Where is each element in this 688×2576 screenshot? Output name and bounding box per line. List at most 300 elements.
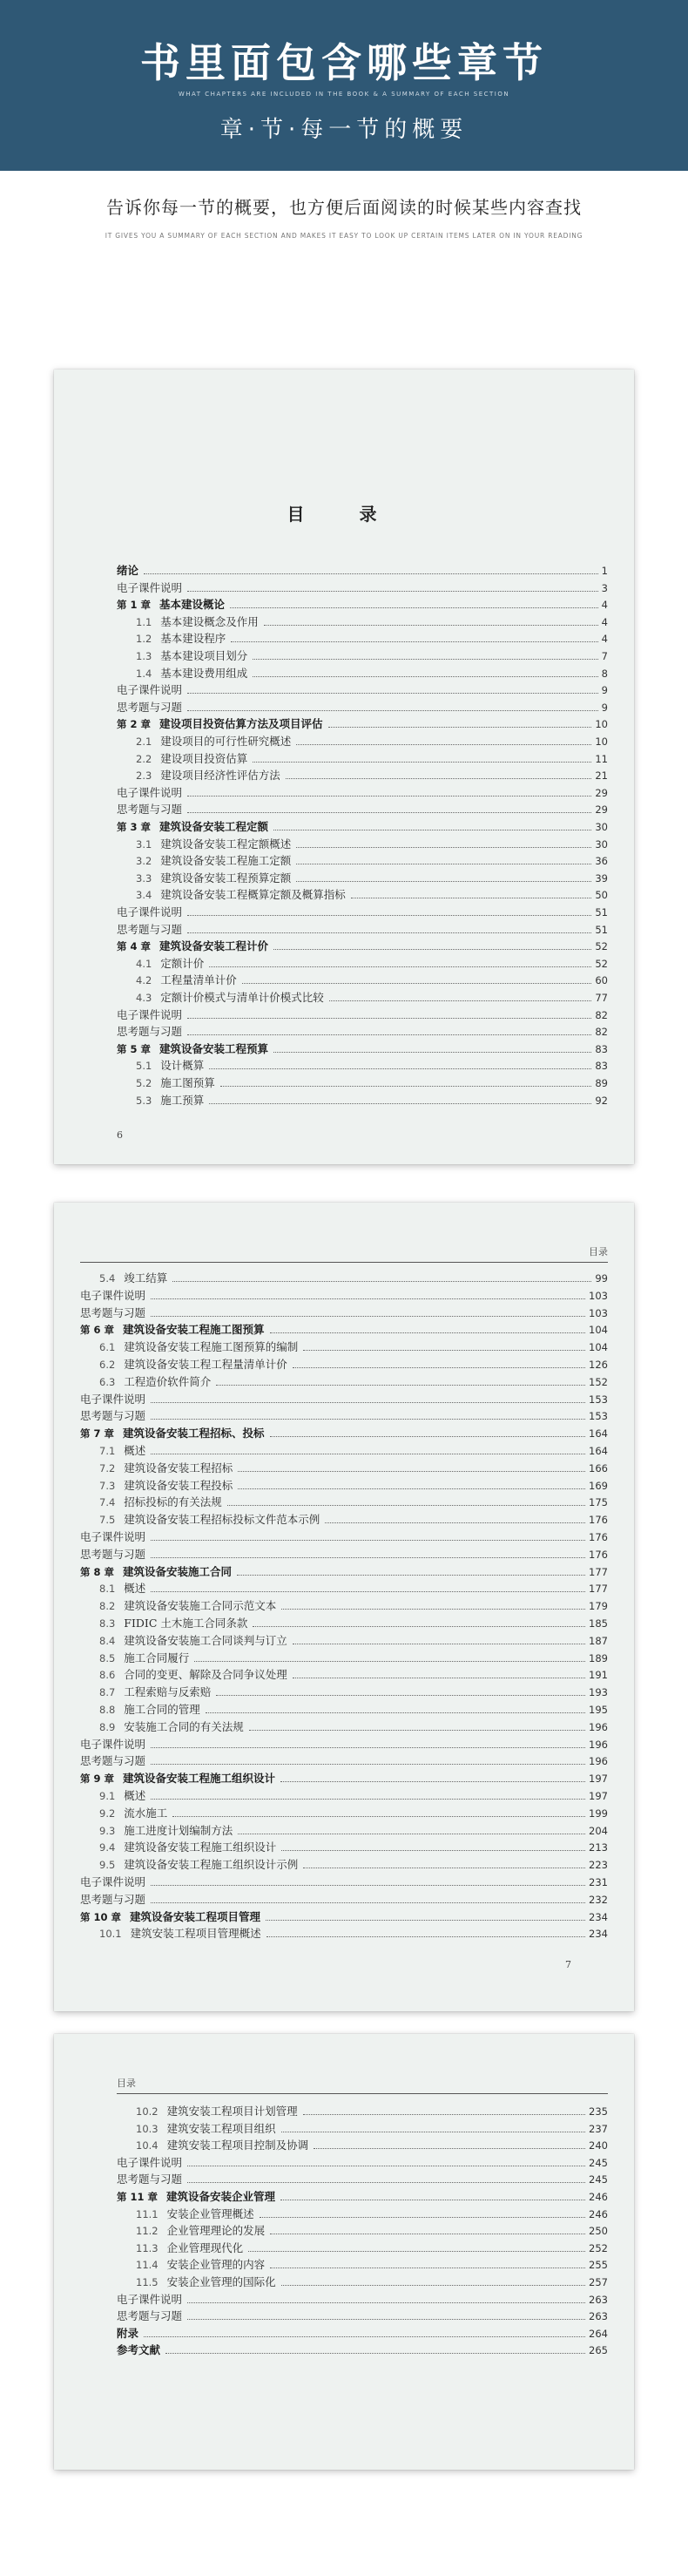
toc-entry-page: 176 — [589, 1531, 608, 1543]
toc-entry-page: 234 — [589, 1910, 608, 1923]
toc-entry — [136, 990, 608, 1006]
toc-entry — [136, 768, 608, 783]
toc-entry-page: 3 — [601, 581, 608, 594]
toc-entry-title: 定额计价模式与清单计价模式比较 — [160, 991, 324, 1004]
toc-entry-page: 264 — [589, 2327, 608, 2340]
toc-entry-title: 建筑安装工程项目管理概述 — [130, 1927, 261, 1941]
toc-entry-title: 流水施工 — [124, 1806, 168, 1820]
toc-entry-page: 185 — [589, 1617, 608, 1630]
toc-entry-page: 255 — [589, 2259, 608, 2272]
toc-entry-page: 197 — [589, 1773, 608, 1786]
toc-entry-number: 2.1 — [136, 736, 152, 748]
banner-tagline: 章·节·每一节的概要 — [219, 117, 469, 143]
toc-entry — [80, 1305, 608, 1321]
toc-entry — [99, 1598, 608, 1614]
toc-entry-page: 29 — [595, 803, 608, 817]
toc-entry — [99, 1806, 608, 1821]
page-number: 6 — [117, 1129, 123, 1141]
toc-entry-page: 29 — [595, 786, 608, 799]
toc-entry — [136, 2207, 608, 2222]
toc-entry-title: 建筑设备安装工程计价 — [159, 939, 269, 953]
toc-entry-title: 施工进度计划编制方法 — [124, 1823, 233, 1837]
toc-entry-number: 第 10 章 — [80, 1910, 122, 1923]
toc-entry-number: 第 3 章 — [117, 821, 152, 833]
toc-entry — [117, 2155, 608, 2171]
leader-dots — [144, 2336, 585, 2337]
toc-entry-title: 基本建设费用组成 — [160, 666, 248, 680]
toc-entry-page: 39 — [595, 871, 608, 885]
toc-entry-title: 建筑设备安装工程施工图预算的编制 — [124, 1340, 299, 1354]
toc-entry-number: 3.2 — [136, 855, 152, 868]
toc-entry-title: 建筑设备安装工程定额 — [159, 820, 269, 833]
toc-entry-page: 199 — [589, 1807, 608, 1820]
toc-entry-title: 电子课件说明 — [117, 785, 183, 799]
toc-entry-number: 11.4 — [136, 2259, 159, 2272]
toc-entry — [136, 1058, 608, 1074]
toc-entry-number: 4.3 — [136, 992, 152, 1004]
toc-entry-title: 安装企业管理概述 — [166, 2207, 254, 2220]
toc-entry-title: 建设项目投资估算方法及项目评估 — [159, 717, 323, 731]
toc-entry-title: 建筑设备安装工程招标、投标 — [123, 1427, 265, 1441]
toc-entry-title: 竣工结算 — [124, 1271, 168, 1285]
leader-dots — [187, 932, 591, 933]
toc-entry — [99, 1926, 608, 1942]
leader-dots — [237, 1575, 585, 1576]
toc-entry-page: 164 — [589, 1445, 608, 1457]
toc-entry-title: 思考题与习题 — [80, 1547, 146, 1561]
toc-entry-number: 5.4 — [99, 1272, 116, 1285]
toc-entry-number: 第 6 章 — [80, 1324, 115, 1337]
toc-entry — [136, 2223, 608, 2239]
toc-entry-page: 126 — [589, 1359, 608, 1371]
toc-entry-title: 建筑设备安装企业管理 — [166, 2190, 276, 2203]
toc-entry — [80, 1771, 608, 1786]
toc-entry-page: 240 — [589, 2139, 608, 2152]
toc-entry-page: 7 — [601, 650, 608, 662]
leader-dots — [249, 1730, 585, 1731]
toc-entry-title: 概述 — [124, 1789, 146, 1802]
toc-title: 目 录 — [287, 504, 401, 525]
toc-entry-page: 11 — [595, 752, 608, 765]
leader-dots — [151, 1298, 585, 1299]
leader-dots — [220, 1086, 592, 1087]
toc-entry-number: 8.6 — [99, 1669, 116, 1682]
running-head: 目录 — [589, 1246, 608, 1257]
toc-entry-page: 9 — [601, 684, 608, 697]
toc-entry-page: 197 — [589, 1790, 608, 1802]
toc-entry-title: 建筑设备安装施工合同 — [123, 1564, 233, 1578]
toc-entry-number: 第 4 章 — [117, 940, 152, 953]
toc-entry-title: 建筑设备安装工程招标 — [124, 1461, 233, 1474]
leader-dots — [206, 1712, 585, 1713]
toc-page-2 — [54, 1203, 634, 2011]
toc-entry-page: 263 — [589, 2310, 608, 2323]
toc-entry — [99, 1478, 608, 1494]
toc-entry-title: 思考题与习题 — [117, 803, 183, 817]
leader-dots — [273, 1052, 591, 1053]
leader-dots — [293, 1367, 585, 1368]
toc-entry — [99, 1702, 608, 1718]
toc-entry-number: 第 5 章 — [117, 1042, 152, 1055]
toc-entry-title: 建设项目的可行性研究概述 — [160, 735, 292, 748]
leader-dots — [260, 2217, 585, 2218]
leader-dots — [266, 1936, 585, 1937]
leader-dots — [209, 966, 591, 967]
toc-entry — [136, 614, 608, 630]
toc-entry-title: 定额计价 — [160, 956, 205, 970]
toc-entry-number: 9.2 — [99, 1807, 116, 1820]
toc-entry — [117, 2172, 608, 2187]
leader-dots — [286, 778, 592, 779]
toc-entry-page: 237 — [589, 2122, 608, 2135]
toc-entry-number: 4.1 — [136, 957, 152, 970]
toc-entry — [136, 751, 608, 767]
toc-entry-number: 第 11 章 — [117, 2191, 159, 2203]
leader-dots — [187, 1018, 591, 1019]
toc-entry-title: 思考题与习题 — [80, 1305, 146, 1319]
toc-entry-number: 10.4 — [136, 2139, 159, 2152]
toc-entry-title: 电子课件说明 — [80, 1288, 146, 1302]
toc-entry — [136, 2121, 608, 2137]
toc-entry-number: 8.8 — [99, 1704, 116, 1716]
toc-entry-title: 工程量清单计价 — [160, 973, 237, 987]
toc-entry — [99, 1495, 608, 1510]
toc-entry-page: 152 — [589, 1375, 608, 1388]
toc-entry-number: 11.1 — [136, 2207, 159, 2220]
leader-dots — [280, 1781, 585, 1782]
toc-entry-number: 8.4 — [99, 1634, 116, 1647]
toc-entry-page: 99 — [595, 1272, 608, 1285]
leader-dots — [270, 1332, 586, 1333]
toc-entry-page: 4 — [601, 633, 608, 646]
toc-entry-number: 9.4 — [99, 1841, 116, 1854]
toc-entry — [136, 1075, 608, 1091]
toc-entry-number: 1.2 — [136, 633, 152, 646]
toc-entry-title: 工程造价软件简介 — [124, 1374, 212, 1388]
toc-entry — [99, 1633, 608, 1649]
toc-entry — [80, 1547, 608, 1563]
toc-entry-number: 5.1 — [136, 1060, 152, 1073]
leader-dots — [151, 1902, 585, 1903]
toc-entry — [99, 1443, 608, 1459]
toc-entry — [80, 1408, 608, 1424]
banner-subtitle-en: WHAT CHAPTERS ARE INCLUDED IN THE BOOK & A SUMMARY OF EACH SECTION — [178, 91, 510, 98]
toc-entry — [117, 597, 608, 613]
toc-entry-number: 第 8 章 — [80, 1565, 115, 1578]
leader-dots — [194, 1661, 585, 1662]
toc-entry-title: 建筑设备安装工程施工图预算 — [123, 1323, 265, 1337]
toc-entry — [99, 1271, 608, 1286]
toc-entry — [136, 666, 608, 681]
toc-entry — [136, 2138, 608, 2153]
toc-entry-page: 52 — [595, 957, 608, 970]
leader-dots — [253, 1626, 585, 1627]
toc-entry — [80, 1392, 608, 1407]
toc-entry-page: 175 — [589, 1496, 608, 1509]
toc-entry-title: 思考题与习题 — [117, 922, 183, 936]
toc-entry-number: 1.4 — [136, 667, 152, 680]
leader-dots — [231, 641, 597, 642]
toc-entry-title: 施工预算 — [160, 1093, 205, 1107]
toc-entry — [136, 2257, 608, 2273]
toc-entry-page: 232 — [589, 1893, 608, 1906]
toc-entry-title: 概述 — [124, 1444, 146, 1457]
leader-dots — [187, 796, 591, 797]
leader-dots — [281, 2285, 585, 2286]
toc-entry-number: 3.4 — [136, 889, 152, 902]
leader-dots — [187, 693, 598, 694]
toc-entry-number: 1.3 — [136, 650, 152, 662]
toc-entry-title: 电子课件说明 — [117, 2292, 183, 2306]
leader-dots — [187, 2319, 585, 2320]
toc-entry — [99, 1461, 608, 1476]
leader-dots — [303, 2114, 585, 2115]
toc-entry — [136, 871, 608, 886]
toc-entry-number: 10.2 — [136, 2105, 159, 2118]
leader-dots — [281, 1850, 585, 1851]
leader-dots — [187, 1034, 591, 1035]
toc-entry — [136, 973, 608, 988]
toc-entry — [117, 580, 608, 596]
toc-entry — [99, 1374, 608, 1390]
toc-entry-page: 82 — [595, 1026, 608, 1039]
toc-entry-number: 2.3 — [136, 769, 152, 783]
toc-entry-number: 8.3 — [99, 1617, 116, 1630]
toc-entry — [99, 1667, 608, 1683]
toc-entry — [99, 1512, 608, 1528]
toc-entry-number: 10.1 — [99, 1928, 122, 1941]
leader-dots — [187, 915, 591, 916]
leader-dots — [151, 1557, 585, 1558]
toc-entry-page: 50 — [595, 889, 608, 902]
toc-entry-title: 建筑设备安装工程施工定额 — [160, 854, 292, 868]
toc-entry-page: 246 — [589, 2191, 608, 2203]
toc-entry-page: 187 — [589, 1634, 608, 1647]
toc-entry-page: 10 — [595, 718, 608, 731]
toc-entry-title: 电子课件说明 — [80, 1392, 146, 1406]
leader-dots — [151, 1419, 585, 1420]
toc-entry-number: 3.3 — [136, 871, 152, 885]
toc-entry — [80, 1322, 608, 1338]
toc-entry-title: 建筑设备安装工程施工组织设计示例 — [124, 1858, 299, 1872]
leader-dots — [325, 1522, 585, 1523]
leader-dots — [329, 1000, 592, 1001]
intro-text-en: IT GIVES YOU A SUMMARY OF EACH SECTION AND MAKES IT EASY TO LOOK UP CERTAIN ITEMS LATER ON IN YOUR READING — [105, 232, 583, 240]
leader-dots — [242, 983, 592, 984]
toc-entry-title: 绪论 — [117, 564, 139, 577]
toc-entry-number: 2.2 — [136, 752, 152, 765]
toc-entry-title: 建设项目投资估算 — [160, 751, 248, 765]
toc-entry — [99, 1685, 608, 1700]
leader-dots — [238, 1471, 585, 1472]
header-rule — [117, 2093, 608, 2094]
toc-entry — [117, 2342, 608, 2358]
toc-entry — [136, 853, 608, 869]
toc-entry-number: 4.2 — [136, 974, 152, 987]
leader-dots — [151, 1591, 585, 1592]
toc-entry-title: 建筑安装工程项目计划管理 — [166, 2105, 298, 2118]
toc-entry — [117, 2308, 608, 2324]
leader-dots — [248, 2251, 585, 2252]
toc-entry-page: 103 — [589, 1306, 608, 1319]
toc-entry-number: 8.9 — [99, 1720, 116, 1733]
banner-title: 书里面包含哪些章节 — [140, 39, 548, 86]
toc-entry — [80, 1909, 608, 1925]
toc-entry — [99, 1651, 608, 1666]
toc-entry-page: 231 — [589, 1876, 608, 1888]
toc-entry-number: 9.1 — [99, 1790, 116, 1802]
leader-dots — [328, 727, 592, 728]
leader-dots — [270, 1436, 586, 1437]
toc-entry-page: 213 — [589, 1841, 608, 1854]
toc-entry — [117, 682, 608, 698]
toc-entry-page: 252 — [589, 2241, 608, 2254]
header-banner — [0, 0, 688, 171]
toc-entry-title: 建筑设备安装施工合同谈判与订立 — [124, 1633, 287, 1647]
leader-dots — [151, 1316, 585, 1317]
toc-entry-page: 176 — [589, 1514, 608, 1527]
toc-entry-page: 83 — [595, 1042, 608, 1055]
toc-entry-title: FIDIC 土木施工合同条款 — [124, 1617, 248, 1630]
leader-dots — [296, 744, 591, 745]
toc-entry-page: 77 — [595, 992, 608, 1004]
leader-dots — [227, 1505, 585, 1506]
toc-entry-number: 9.3 — [99, 1824, 116, 1837]
toc-entry-page: 196 — [589, 1720, 608, 1733]
leader-dots — [187, 710, 598, 711]
toc-entry-page: 191 — [589, 1669, 608, 1682]
toc-entry-title: 电子课件说明 — [80, 1530, 146, 1543]
leader-dots — [172, 1281, 591, 1282]
toc-entry-number: 10.3 — [136, 2122, 159, 2135]
leader-dots — [209, 1068, 591, 1069]
toc-entry-page: 51 — [595, 906, 608, 919]
toc-entry-number: 第 7 章 — [80, 1427, 115, 1441]
toc-entry — [80, 1288, 608, 1304]
toc-entry — [136, 1093, 608, 1108]
toc-entry — [117, 2292, 608, 2308]
leader-dots — [151, 1747, 585, 1748]
toc-entry-page: 177 — [589, 1565, 608, 1578]
leader-dots — [216, 1385, 585, 1386]
toc-entry — [80, 1753, 608, 1769]
toc-entry-page: 9 — [601, 701, 608, 714]
toc-entry-page: 4 — [601, 615, 608, 628]
leader-dots — [151, 1402, 585, 1403]
toc-entry-page: 36 — [595, 855, 608, 868]
toc-entry-page: 223 — [589, 1859, 608, 1872]
toc-entry-number: 7.2 — [99, 1461, 116, 1474]
toc-entry-title: 电子课件说明 — [117, 2155, 183, 2169]
toc-entry-number: 7.1 — [99, 1445, 116, 1457]
toc-entry-number: 9.5 — [99, 1859, 116, 1872]
toc-entry-title: 施工图预算 — [160, 1076, 215, 1089]
toc-entry-title: 安装企业管理的国际化 — [166, 2275, 276, 2288]
toc-entry-title: 基本建设程序 — [160, 632, 226, 646]
toc-entry-title: 电子课件说明 — [80, 1737, 146, 1751]
running-head: 目录 — [117, 2078, 136, 2089]
leader-dots — [266, 1920, 585, 1921]
leader-dots — [187, 591, 598, 592]
toc-entry-number: 3.1 — [136, 837, 152, 851]
toc-entry — [117, 2326, 608, 2342]
toc-entry — [136, 631, 608, 647]
toc-entry-number: 5.3 — [136, 1094, 152, 1107]
leader-dots — [151, 1764, 585, 1765]
toc-entry — [117, 819, 608, 835]
toc-entry — [117, 1007, 608, 1023]
toc-entry-title: 建设项目经济性评估方法 — [160, 769, 280, 783]
leader-dots — [165, 2353, 585, 2354]
toc-entry-title: 合同的变更、解除及合同争议处理 — [124, 1668, 287, 1682]
toc-entry — [117, 802, 608, 817]
toc-entry — [136, 887, 608, 903]
leader-dots — [216, 1695, 585, 1696]
leader-dots — [209, 1103, 591, 1104]
toc-entry-page: 82 — [595, 1008, 608, 1021]
toc-entry-number: 11.3 — [136, 2241, 159, 2254]
toc-entry-title: 招标投标的有关法规 — [124, 1495, 222, 1509]
toc-entry-title: 建筑设备安装工程施工组织设计 — [124, 1840, 277, 1854]
toc-entry-title: 思考题与习题 — [117, 700, 183, 714]
toc-entry — [117, 2189, 608, 2205]
toc-entry — [80, 1892, 608, 1908]
leader-dots — [187, 812, 591, 813]
toc-entry-page: 89 — [595, 1077, 608, 1089]
toc-entry — [99, 1357, 608, 1373]
toc-entry-page: 234 — [589, 1928, 608, 1941]
toc-entry-number: 5.2 — [136, 1077, 152, 1089]
toc-entry-title: 建筑设备安装工程定额概述 — [160, 837, 292, 851]
toc-entry-number: 8.7 — [99, 1686, 116, 1699]
intro-text: 告诉你每一节的概要，也方便后面阅读的时候某些内容查找 — [106, 197, 582, 218]
toc-entry-number: 第 9 章 — [80, 1773, 115, 1786]
toc-entry-page: 169 — [589, 1479, 608, 1492]
toc-entry-page: 235 — [589, 2105, 608, 2118]
leader-dots — [238, 1488, 585, 1489]
toc-entry-page: 177 — [589, 1583, 608, 1596]
header-rule — [80, 1262, 608, 1263]
toc-entry-page: 179 — [589, 1600, 608, 1613]
toc-entry-title: 企业管理现代化 — [166, 2240, 244, 2254]
toc-entry-page: 52 — [595, 940, 608, 953]
toc-entry — [117, 700, 608, 715]
toc-page-3 — [54, 2034, 634, 2470]
toc-entry-title: 建筑设备安装工程招标投标文件范本示例 — [124, 1513, 320, 1527]
toc-entry — [117, 1024, 608, 1040]
leader-dots — [281, 1609, 585, 1610]
toc-entry-number: 1.1 — [136, 615, 152, 628]
toc-entry-page: 195 — [589, 1704, 608, 1716]
toc-entry — [117, 563, 608, 579]
toc-entry-title: 基本建设概念及作用 — [160, 614, 259, 628]
toc-entry-title: 安装企业管理的内容 — [166, 2258, 266, 2272]
toc-entry-title: 电子课件说明 — [80, 1875, 146, 1888]
toc-entry — [99, 1857, 608, 1873]
toc-entry-title: 思考题与习题 — [80, 1754, 146, 1768]
toc-entry-page: 83 — [595, 1060, 608, 1073]
leader-dots — [151, 1540, 585, 1541]
toc-entry-page: 104 — [589, 1324, 608, 1337]
toc-entry-title: 电子课件说明 — [117, 580, 183, 594]
toc-entry-title: 思考题与习题 — [117, 2309, 183, 2323]
toc-entry-page: 30 — [595, 837, 608, 851]
toc-entry-page: 51 — [595, 923, 608, 936]
toc-entry-number: 8.5 — [99, 1651, 116, 1664]
toc-entry — [99, 1788, 608, 1804]
toc-entry-title: 建筑设备安装工程预算 — [159, 1041, 269, 1055]
toc-entry-page: 246 — [589, 2207, 608, 2220]
